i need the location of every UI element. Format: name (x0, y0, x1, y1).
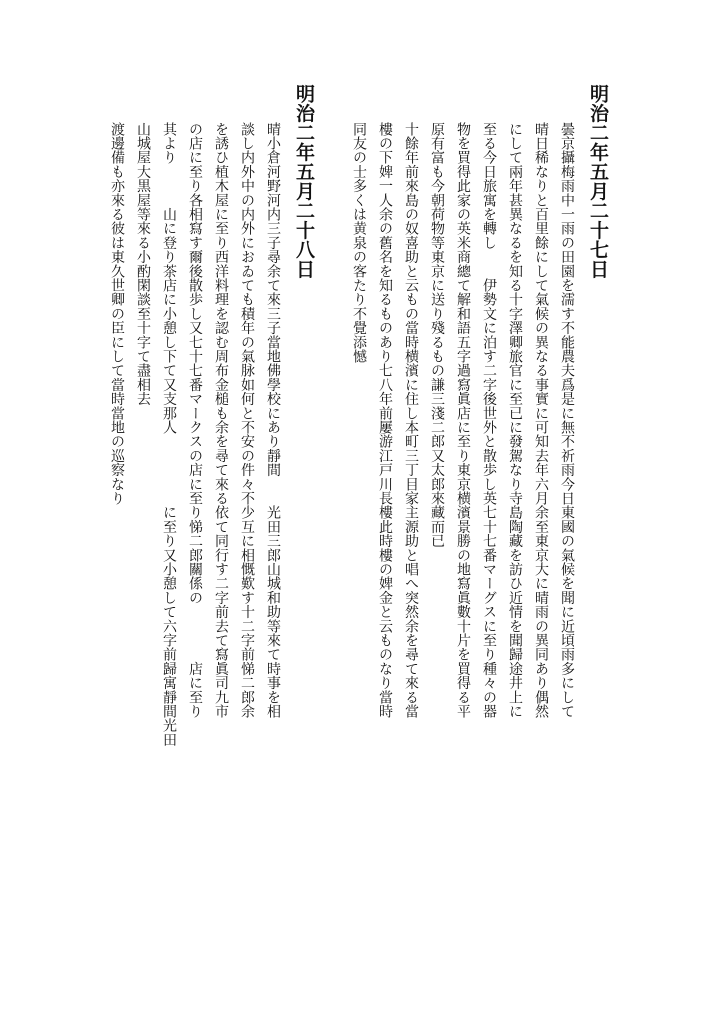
entry2-line-6: 山城屋大黒屋等來る小酌閑談至十字て盡相去 (135, 122, 151, 406)
entry2-heading: 明治二年五月二十八日 (293, 84, 315, 279)
entry2-line-2: 談し内外中の内外におゐても積年の氣脉如何と不安の件々不少互に相慨歎す十二字前悌二郎余 (239, 122, 255, 719)
entry1-line-3: にして兩年甚異なるを知る十字澤卿旅官に至已に發駕なり寺島陶藏を訪ひ近情を聞歸途井上に (507, 122, 523, 719)
entry1-line-8: 樓の下婢一人余の舊名を知るものあり七八年前屢游江戸川長樓此時樓の婢金と云ものなり當時 (377, 122, 393, 719)
entry1-line-2: 晴日稀なりと百里餘にして氣候の異なる事實に可知去年六月余至東京大に晴雨の異同あり偶然 (533, 122, 549, 719)
entry1-heading: 明治二年五月二十七日 (587, 84, 609, 279)
entry1-line-9: 同友の士多くは黄泉の客たり不覺添憾 (351, 122, 367, 364)
entry2-line-3: を誘ひ植木屋に至り西洋料理を認む周布金槌も余を尋て來る依て同行す二字前去て寫眞司九市 (213, 122, 229, 719)
entry1-line-6: 原有富も今朝荷物等東京に送り殘るもの謙三淺二郎又太郎來藏而已 (429, 122, 445, 548)
entry1-line-5: 物を買得此家の英米商總て解和語五字過寫眞店に至り東京横濱景勝の地寫眞數十片を買得る平 (455, 122, 471, 719)
entry2-line-4: の店に至り各相寫す爾後散歩し又七十七番マークスの店に至り悌二郎關係の 店に至り (187, 122, 203, 719)
entry1-line-4: 至る今日旅寓を轉し 伊勢文に泊す二字後世外と散歩し英七十七番マーグスに至り種々の器 (481, 122, 497, 719)
entry2-line-5: 其より 山に登り茶店に小憩し下て又支那人 に至り又小憩して六字前歸寓靜間光田 (161, 122, 177, 747)
entry1-line-1: 曇京攝梅雨中一雨の田園を濡す不能農夫爲是に無不祈雨今日東國の氣候を聞に近頃雨多にして (559, 122, 575, 719)
entry2-line-7: 渡邊備も亦來る彼は東久世卿の臣にして當時當地の巡察なり (109, 122, 125, 506)
entry2-line-1: 晴小倉河野河内三子尋余て來三子當地佛學校にあり靜間 光田三郎山城和助等來て時事を相 (265, 122, 281, 719)
entry1-line-7: 十餘年前來島の奴喜助と云もの當時横濱に住し本町三丁目家主源助と唱へ突然余を尋て來る當 (403, 122, 419, 719)
